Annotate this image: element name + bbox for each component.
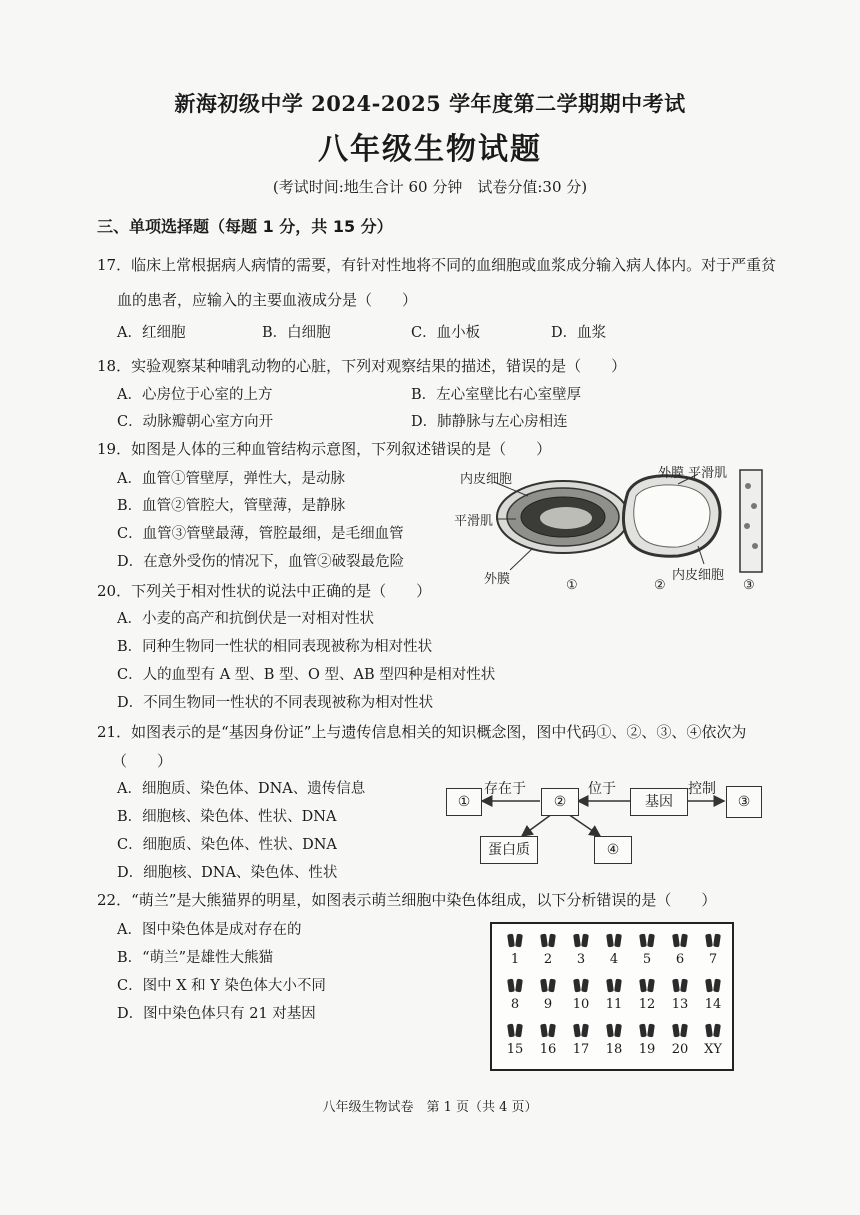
- chromosome-pair: [507, 1024, 523, 1037]
- label-endothelium-1: 内皮细胞: [460, 472, 513, 487]
- question-21-stem-line2: （ ）: [112, 752, 173, 770]
- chromosome-number: 14: [704, 997, 722, 1012]
- chromosome-pair: [639, 979, 655, 992]
- question-17-option-a: A．红细胞: [117, 325, 186, 341]
- question-21-option-d: D．细胞核、DNA、染色体、性状: [117, 865, 338, 881]
- question-21-option-c: C．细胞质、染色体、性状、DNA: [117, 837, 337, 853]
- label-vessel-3: ③: [743, 578, 755, 593]
- chromosome-number: 7: [708, 952, 718, 967]
- arrow-label-located-in: 位于: [588, 781, 616, 797]
- arrow-label-controls: 控制: [688, 781, 716, 797]
- concept-box-gene: 基因: [630, 788, 688, 816]
- concept-box-2: ②: [541, 788, 579, 816]
- question-21-stem-line1: 21．如图表示的是“基因身份证”上与遗传信息相关的知识概念图，图中代码①、②、③、④依次为: [97, 723, 747, 741]
- question-17-option-c: C．血小板: [411, 325, 481, 341]
- chromosome-number: 13: [671, 997, 689, 1012]
- label-outer-membrane: 外膜: [484, 572, 511, 587]
- chromosome-pair: [540, 934, 556, 947]
- question-21-option-a: A．细胞质、染色体、DNA、遗传信息: [117, 781, 366, 797]
- question-22-stem: 22．“萌兰”是大熊猫界的明星，如图表示萌兰细胞中染色体组成，以下分析错误的是（ ）: [97, 891, 717, 909]
- question-18-option-c: C．动脉瓣朝心室方向开: [117, 414, 274, 430]
- label-vessel-1: ①: [566, 578, 578, 593]
- question-22-option-d: D．图中染色体只有 21 对基因: [117, 1006, 316, 1022]
- school-title: 新海初级中学 2024-2025 学年度第二学期期中考试: [174, 91, 686, 116]
- chromosome-pair: [705, 934, 721, 947]
- chromosome-pair: [606, 1024, 622, 1037]
- chromosome-number: 4: [609, 952, 619, 967]
- chromosome-pair: [672, 979, 688, 992]
- blood-vessel-figure: [454, 462, 768, 597]
- chromosome-pair: [705, 1024, 721, 1037]
- chromosome-number: 15: [506, 1042, 524, 1057]
- exam-title: 八年级生物试题: [318, 132, 542, 167]
- question-20-option-b: B．同种生物同一性状的相同表现被称为相对性状: [117, 639, 433, 655]
- chromosome-pair: [606, 979, 622, 992]
- question-19-option-a: A．血管①管壁厚，弹性大，是动脉: [117, 471, 345, 487]
- chromosome-number: 11: [605, 997, 623, 1012]
- chromosome-pair: [540, 979, 556, 992]
- chromosome-pair: [507, 934, 523, 947]
- section-title: 三、单项选择题（每题 1 分，共 15 分）: [97, 217, 393, 236]
- question-22-option-b: B．“萌兰”是雄性大熊猫: [117, 950, 273, 966]
- question-17-stem-line1: 17．临床上常根据病人病情的需要，有针对性地将不同的血细胞或血浆成分输入病人体内。对于严重贫: [97, 256, 777, 274]
- question-19-option-b: B．血管②管腔大，管壁薄，是静脉: [117, 498, 346, 514]
- question-22-option-a: A．图中染色体是成对存在的: [117, 922, 302, 938]
- question-19-option-c: C．血管③管壁最薄，管腔最细，是毛细血管: [117, 526, 404, 542]
- label-vessel-2: ②: [654, 578, 666, 593]
- chromosome-pair: [540, 1024, 556, 1037]
- chromosome-number: 20: [671, 1042, 689, 1057]
- concept-box-protein: 蛋白质: [480, 836, 538, 864]
- concept-map-figure: [440, 776, 770, 871]
- label-endothelium-2: 内皮细胞: [672, 568, 725, 583]
- chromosome-pair: [606, 934, 622, 947]
- chromosome-pair: [507, 979, 523, 992]
- question-18-option-a: A．心房位于心室的上方: [117, 387, 273, 403]
- concept-box-4: ④: [594, 836, 632, 864]
- concept-box-1: ①: [446, 788, 482, 816]
- chromosome-number: 5: [642, 952, 652, 967]
- page-footer: 八年级生物试卷 第 1 页（共 4 页）: [322, 1100, 538, 1115]
- question-18-option-b: B．左心室壁比右心室壁厚: [411, 387, 582, 403]
- question-17-option-b: B．白细胞: [262, 325, 331, 341]
- concept-box-3: ③: [726, 786, 762, 818]
- question-18-option-d: D．肺静脉与左心房相连: [411, 414, 568, 430]
- chromosome-number: 19: [638, 1042, 656, 1057]
- question-22-option-c: C．图中 X 和 Y 染色体大小不同: [117, 978, 326, 994]
- chromosome-number: 6: [675, 952, 685, 967]
- question-20-option-a: A．小麦的高产和抗倒伏是一对相对性状: [117, 611, 374, 627]
- chromosome-number: XY: [704, 1042, 722, 1057]
- chromosome-pair: [573, 1024, 589, 1037]
- label-outer-smooth-muscle: 外膜 平滑肌: [658, 466, 728, 481]
- chromosome-number: 2: [543, 952, 553, 967]
- chromosome-pair: [705, 979, 721, 992]
- exam-info: (考试时间:地生合计 60 分钟 试卷分值:30 分): [272, 178, 588, 196]
- chromosome-pair: [573, 979, 589, 992]
- chromosome-number: 10: [572, 997, 590, 1012]
- question-19-option-d: D．在意外受伤的情况下，血管②破裂最危险: [117, 554, 405, 570]
- question-18-stem: 18．实验观察某种哺乳动物的心脏，下列对观察结果的描述，错误的是（ ）: [97, 357, 627, 375]
- question-20-option-c: C．人的血型有 A 型、B 型、O 型、AB 型四种是相对性状: [117, 667, 496, 683]
- chromosome-pair: [639, 1024, 655, 1037]
- karyotype-figure: [490, 922, 734, 1071]
- chromosome-pair: [672, 1024, 688, 1037]
- chromosome-number: 9: [543, 997, 553, 1012]
- question-17-option-d: D．血浆: [551, 325, 607, 341]
- chromosome-number: 16: [539, 1042, 557, 1057]
- chromosome-number: 8: [510, 997, 520, 1012]
- chromosome-number: 12: [638, 997, 656, 1012]
- label-smooth-muscle: 平滑肌: [454, 514, 494, 529]
- question-17-stem-line2: 血的患者，应输入的主要血液成分是（ ）: [117, 291, 418, 309]
- chromosome-number: 1: [510, 952, 520, 967]
- chromosome-number: 3: [576, 952, 586, 967]
- question-20-stem: 20．下列关于相对性状的说法中正确的是（ ）: [97, 582, 432, 600]
- question-21-option-b: B．细胞核、染色体、性状、DNA: [117, 809, 337, 825]
- question-20-option-d: D．不同生物同一性状的不同表现被称为相对性状: [117, 695, 434, 711]
- chromosome-pair: [672, 934, 688, 947]
- chromosome-number: 18: [605, 1042, 623, 1057]
- chromosome-number: 17: [572, 1042, 590, 1057]
- question-19-stem: 19．如图是人体的三种血管结构示意图，下列叙述错误的是（ ）: [97, 440, 552, 458]
- chromosome-pair: [639, 934, 655, 947]
- chromosome-pair: [573, 934, 589, 947]
- arrow-label-exists-in: 存在于: [484, 781, 526, 797]
